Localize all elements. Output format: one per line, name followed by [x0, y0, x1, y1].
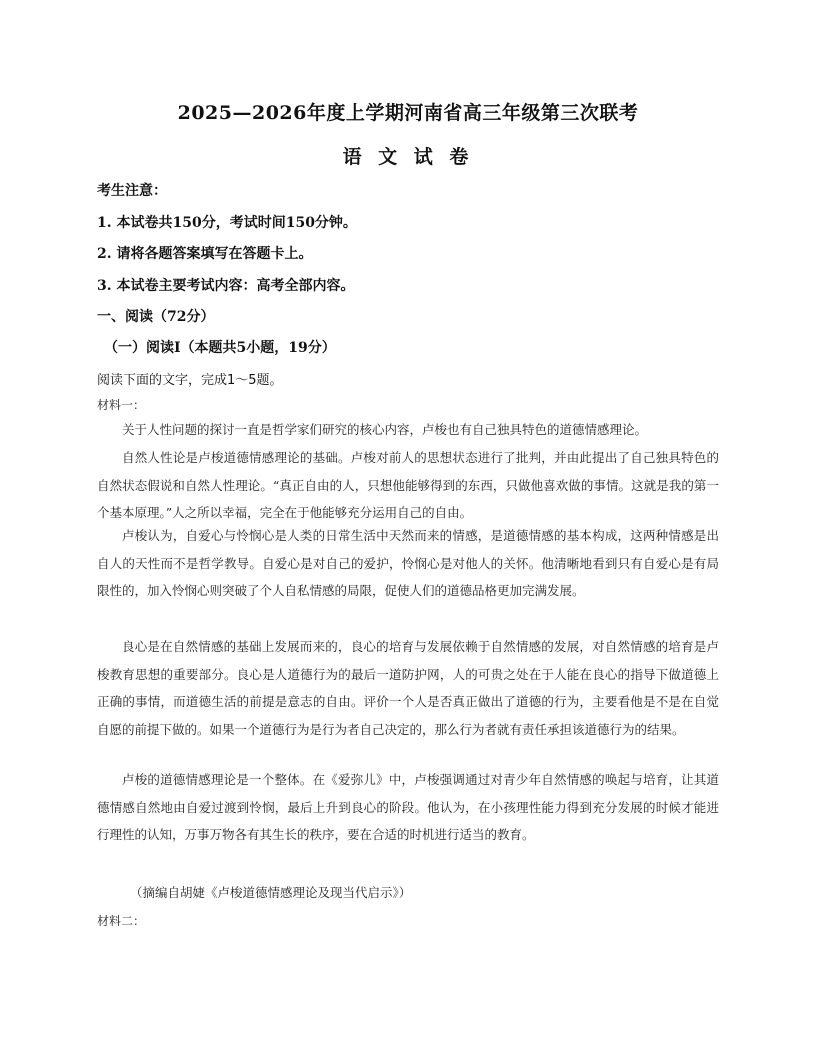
exam-title: 2025—2026年度上学期河南省高三年级第三次联考: [177, 102, 639, 124]
material-1-paragraph-2: 自然人性论是卢梭道德情感理论的基础。卢梭对前人的思想状态进行了批判，并由此提出了自己独具特色的自然状态假说和自然人性理论。“真正自由的人，只想他能够得到的东西，只做他喜欢做的事情。这就是我的第一个基本原理。”人之所以幸福，完全在于他能够充分运用自己的自由。: [97, 450, 719, 520]
material-2-label: 材料二：: [97, 914, 146, 928]
notice-item-1: 1. 本试卷共150分，考试时间150分钟。: [97, 215, 357, 231]
notice-item-2: 2. 请将各题答案填写在答题卡上。: [97, 246, 313, 262]
exam-subtitle: 语 文 试 卷: [342, 146, 474, 168]
notice-heading: 考生注意：: [97, 183, 167, 199]
material-1-paragraph-5: 卢梭的道德情感理论是一个整体。在《爱弥儿》中，卢梭强调通过对青少年自然情感的唤起与培育，让其道德情感自然地由自爱过渡到怜悯，最后上升到良心的阶段。他认为，在小孩理性能力得到充分发展的时候才能进行理性的认知，万事万物各有其生长的秩序，要在合适的时机进行适当的教育。: [97, 772, 719, 842]
material-1-paragraph-3: 卢梭认为，自爱心与怜悯心是人类的日常生活中天然而来的情感，是道德情感的基本构成，这两种情感是出自人的天性而不是哲学教导。自爱心是对自己的爱护，怜悯心是对他人的关怀。他清晰地看到只有自爱心是有局限性的，加入怜悯心则突破了个人自私情感的局限，促使人们的道德品格更加完满发展。: [97, 528, 719, 598]
section-subheading: （一）阅读Ⅰ（本题共5小题，19分）: [104, 340, 336, 356]
section-heading: 一、阅读（72分）: [97, 309, 215, 325]
material-1-paragraph-4: 良心是在自然情感的基础上发展而来的，良心的培育与发展依赖于自然情感的发展，对自然情感的培育是卢梭教育思想的重要部分。良心是人道德行为的最后一道防护网，人的可贵之处在于人能在良心的指导下做道德上正确的事情，而道德生活的前提是意志的自由。评价一个人是否真正做出了道德的行为，主要看他是不是在自觉自愿的前提下做的。如果一个道德行为是行为者自己决定的，那么行为者就有责任承担该道德行为的结果。: [97, 639, 719, 737]
reading-instruction: 阅读下面的文字，完成1～5题。: [97, 373, 283, 388]
material-1-label: 材料一：: [97, 398, 146, 412]
material-1-source: （摘编自胡婕《卢梭道德情感理论及现当代启示》）: [130, 885, 412, 900]
material-1-paragraph-1: 关于人性问题的探讨一直是哲学家们研究的核心内容，卢梭也有自己独具特色的道德情感理论。: [122, 422, 648, 437]
notice-item-3: 3. 本试卷主要考试内容：高考全部内容。: [97, 278, 355, 294]
